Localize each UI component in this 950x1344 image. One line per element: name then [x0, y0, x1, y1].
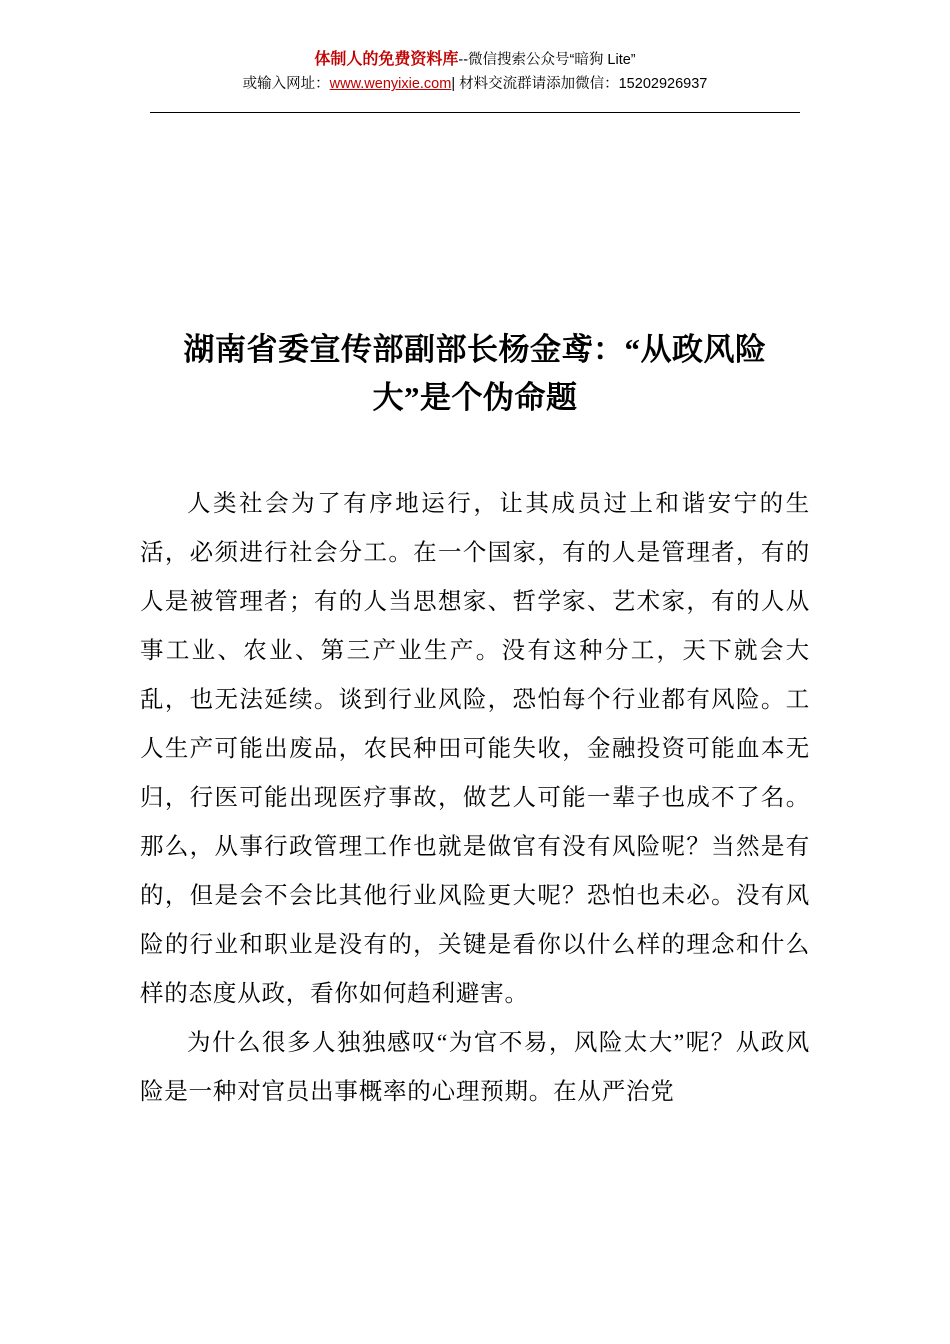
body-paragraph: 人类社会为了有序地运行，让其成员过上和谐安宁的生活，必须进行社会分工。在一个国家，有的人是管理者，有的人是被管理者；有的人当思想家、哲学家、艺术家，有的人从事工业、农业、第三产业生产。没有这种分工，天下就会大乱，也无法延续。谈到行业风险，恐怕每个行业都有风险。工人生产可能出废品，农民种田可能失收，金融投资可能血本无归，行医可能出现医疗事故，做艺人可能一辈子也成不了名。那么，从事行政管理工作也就是做官有没有风险呢？当然是有的，但是会不会比其他行业风险更大呢？恐怕也未必。没有风险的行业和职业是没有的，关键是看你以什么样的理念和什么样的态度从政，看你如何趋利避害。	[140, 491, 810, 1007]
banner-title: 体制人的免费资料库	[314, 51, 459, 68]
banner-subtitle: --微信搜索公众号“暗狗 Lite”	[458, 52, 636, 68]
banner-url-link[interactable]: www.wenyixie.com	[329, 76, 452, 93]
banner-contact-text: | 材料交流群请添加微信：15202926937	[451, 76, 708, 93]
document-body	[140, 480, 810, 1117]
promo-banner	[0, 48, 950, 95]
banner-line-2	[0, 74, 950, 95]
page-title: 湖南省委宣传部副部长杨金鸢：“从政风险大”是个伪命题	[183, 331, 767, 415]
body-paragraph: 为什么很多人独独感叹“为官不易，风险太大”呢？从政风险是一种对官员出事概率的心理预期。在从严治党	[140, 1030, 810, 1105]
banner-url-prefix: 或输入网址：	[242, 76, 330, 93]
banner-line-1	[0, 48, 950, 71]
banner-divider	[150, 112, 800, 113]
